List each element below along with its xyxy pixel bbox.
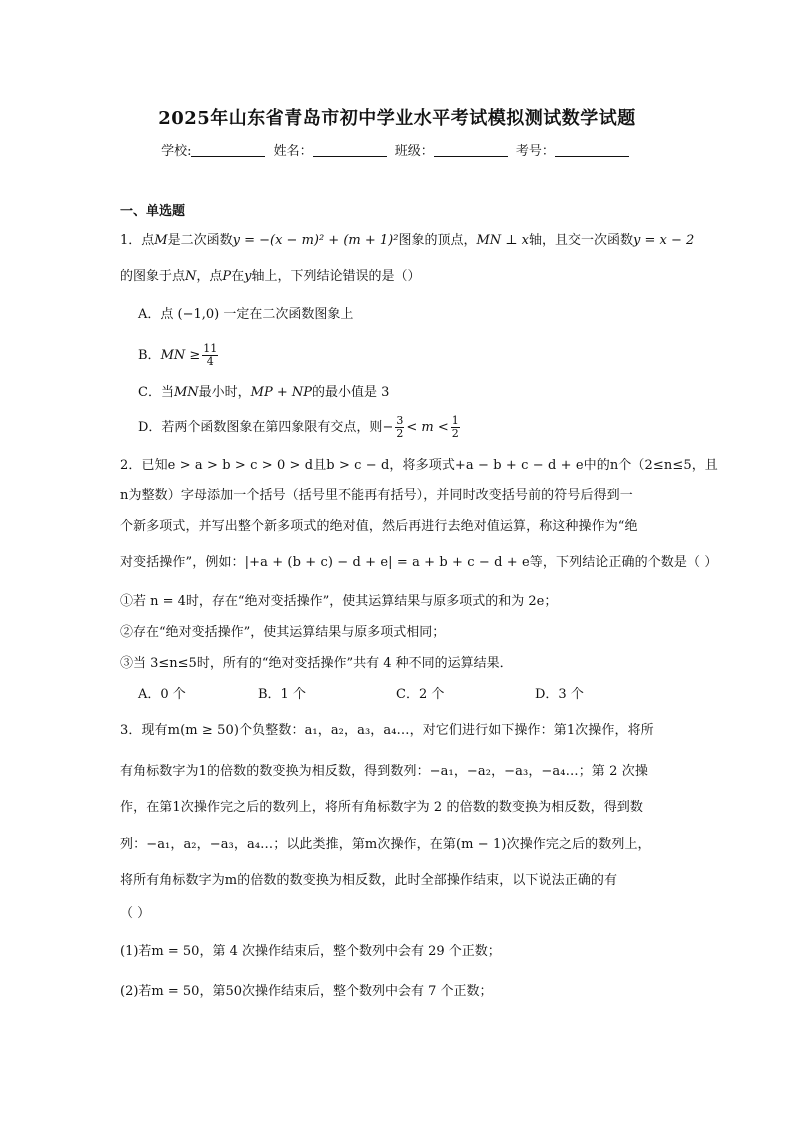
- q1-text: 是二次函数: [167, 233, 233, 248]
- q1-option-c: [138, 384, 389, 402]
- q2-statement-3: ③当 3≤n≤5时，所有的“绝对变括操作”共有 4 种不同的运算结果．: [120, 656, 513, 671]
- q2-choice-b: B．1 个: [258, 687, 306, 702]
- q2-choice-a: A．0 个: [138, 687, 186, 702]
- q1-var: M: [154, 233, 168, 248]
- q3-line2: 有角标数字为1的倍数的数变换为相反数，得到数列：−a₁，−a₂，−a₃，−a₄…；第 2 次操: [120, 764, 648, 779]
- q1-text: 图象的顶点，: [398, 233, 477, 248]
- q2-statement-2: ②存在“绝对变括操作”，使其运算结果与原多项式相同；: [120, 625, 446, 640]
- option-label: D．若两个函数图象在第四象限有交点，则: [138, 420, 383, 435]
- q1-formula: MP + NP: [250, 385, 312, 400]
- fraction: [202, 343, 218, 368]
- fraction-numerator: 11: [203, 342, 218, 355]
- fraction: [395, 415, 404, 440]
- exam-title: 2025年山东省青岛市初中学业水平考试模拟测试数学试题: [158, 108, 636, 129]
- option-label: C．当: [138, 385, 174, 400]
- q2-line3: 个新多项式，并写出整个新多项式的绝对值，然后再进行去绝对值运算，称这种操作为“绝: [120, 519, 638, 534]
- q1-var: N: [185, 269, 197, 284]
- q3-line4: 列：−a₁，a₂，−a₃，a₄…；以此类推，第m次操作，在第(m − 1)次操作完之后的数列上，: [120, 837, 651, 852]
- q3-statement-2: (2)若m = 50，第50次操作结束后，整个数列中会有 7 个正数；: [120, 984, 493, 999]
- fraction-denominator: 2: [396, 427, 404, 440]
- fraction-denominator: 2: [451, 427, 459, 440]
- q2-line1: 2．已知e > a > b > c > 0 > d且b > c − d，将多项式+a − b + c − d + e中的n个（2≤n≤5，且: [120, 458, 718, 473]
- fraction-denominator: 4: [206, 355, 214, 368]
- q2-choice-d: D．3 个: [535, 687, 584, 702]
- class-label: 班级：: [394, 144, 434, 159]
- q3-line5: 将所有角标数字为m的倍数的数变换为相反数，此时全部操作结束，以下说法正确的有: [120, 873, 618, 888]
- q1-text: 最小时，: [198, 385, 251, 400]
- q1-line1: [120, 232, 694, 250]
- q1-formula: < m <: [406, 420, 449, 435]
- fraction-numerator: 1: [451, 414, 459, 427]
- q1-formula: MN ⊥ x: [476, 233, 529, 248]
- q1-text: 的图象于点: [120, 269, 186, 284]
- q1-formula: y = −(x − m)² + (m + 1)²: [232, 233, 399, 248]
- q2-line2: n为整数）字母添加一个括号（括号里不能再有括号），并同时改变括号前的符号后得到一: [120, 488, 633, 503]
- q1-var: y: [244, 269, 252, 284]
- q1-formula: MN: [173, 385, 199, 400]
- q1-option-d: [138, 415, 462, 440]
- minus-sign: −: [382, 420, 394, 435]
- fraction: [451, 415, 460, 440]
- q2-choice-c: C．2 个: [396, 687, 445, 702]
- q2-choices: [138, 686, 698, 704]
- q3-line6: （ ）: [120, 906, 151, 921]
- q1-option-b: [138, 343, 220, 368]
- school-blank[interactable]: [191, 144, 265, 157]
- q1-text: ，点: [196, 269, 223, 284]
- class-blank[interactable]: [434, 144, 508, 157]
- q1-text: 轴上，下列结论错误的是（）: [251, 269, 421, 284]
- name-blank[interactable]: [313, 144, 387, 157]
- section-heading: 一、单选题: [120, 204, 186, 219]
- q3-line3: 作，在第1次操作完之后的数列上，将所有角标数字为 2 的倍数的数变换为相反数，得到数: [120, 800, 644, 815]
- q1-option-a: A．点 (−1,0) 一定在二次函数图象上: [138, 307, 354, 322]
- q1-formula: y = x − 2: [633, 233, 695, 248]
- school-label: 学校:: [161, 144, 192, 159]
- fraction-numerator: 3: [396, 414, 404, 427]
- q2-statement-1: ①若 n = 4时，存在“绝对变括操作”，使其运算结果与原多项式的和为 2e；: [120, 594, 558, 609]
- q1-text: 1．点: [120, 233, 155, 248]
- q1-formula: MN ≥: [160, 348, 201, 363]
- q1-text: 在: [231, 269, 245, 284]
- number-blank[interactable]: [555, 144, 629, 157]
- name-label: 姓名：: [273, 144, 313, 159]
- q3-line1: 3．现有m(m ≥ 50)个负整数：a₁，a₂，a₃，a₄…，对它们进行如下操作：第1次操作，将所: [120, 723, 654, 738]
- number-label: 考号：: [515, 144, 555, 159]
- q1-line2: [120, 268, 421, 286]
- q1-text: 轴，且交一次函数: [528, 233, 633, 248]
- q2-line4: 对变括操作”，例如：|+a + (b + c) − d + e| = a + b + c − d + e等，下列结论正确的个数是（ ）: [120, 555, 718, 570]
- q1-text: 的最小值是 3: [312, 385, 390, 400]
- q3-statement-1: (1)若m = 50，第 4 次操作结束后，整个数列中会有 29 个正数；: [120, 944, 501, 959]
- student-info-row: [0, 140, 794, 159]
- option-label: B．: [138, 348, 161, 363]
- q1-var: P: [222, 269, 232, 284]
